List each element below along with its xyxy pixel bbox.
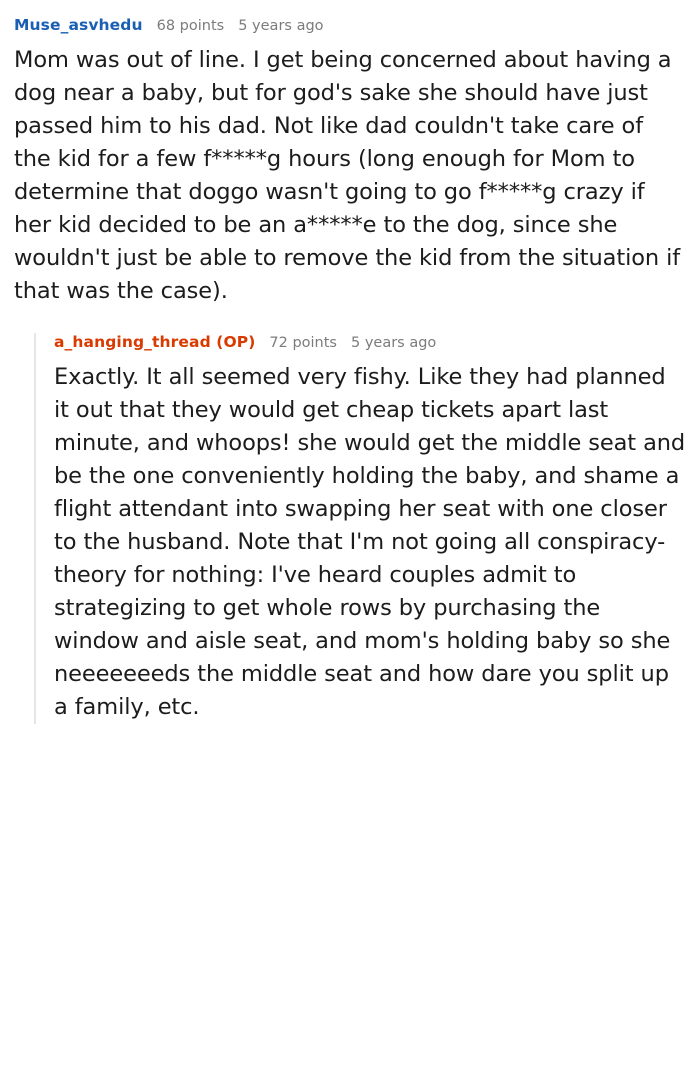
comment-reply (34, 333, 686, 725)
comment-author-link-op[interactable]: a_hanging_thread (OP) (54, 332, 256, 351)
comment-body (54, 361, 686, 725)
bottom-spacer (14, 724, 686, 738)
comment-header (14, 16, 686, 34)
comment-header (54, 333, 686, 351)
comment-top-level (14, 16, 686, 724)
comment-text: Exactly. It all seemed very fishy. Like they had planned it out that they would get cheap tickets apart last minute, and whoops! she would get the middle seat and be the one conveniently holding the baby, and shame a flight attendant into swapping her seat with one closer to the husband. Note that I'm not going all conspiracy-theory for nothing: I've heard couples admit to strategizing to get whole rows by purchasing the window and aisle seat, and mom's holding baby so she neeeeeeeds the middle seat and how dare you split up a family, etc. (54, 363, 686, 721)
comment-author-link[interactable]: Muse_asvhedu (14, 16, 143, 34)
comment-timestamp: 5 years ago (350, 334, 437, 351)
comment-body (14, 44, 686, 309)
comment-timestamp: 5 years ago (238, 18, 324, 34)
comment-score: 68 points (156, 18, 225, 34)
comment-score: 72 points (269, 334, 337, 351)
comment-text: Mom was out of line. I get being concerned about having a dog near a baby, but for god's sake she should have just passed him to his dad. Not like dad couldn't take care of the kid for a few f*****g hours (long enough for Mom to determine that doggo wasn't going to go f*****g crazy if her kid decided to be an a*****e to the dog, since she wouldn't just be able to remove the kid from the situation if that was the case). (14, 47, 681, 305)
